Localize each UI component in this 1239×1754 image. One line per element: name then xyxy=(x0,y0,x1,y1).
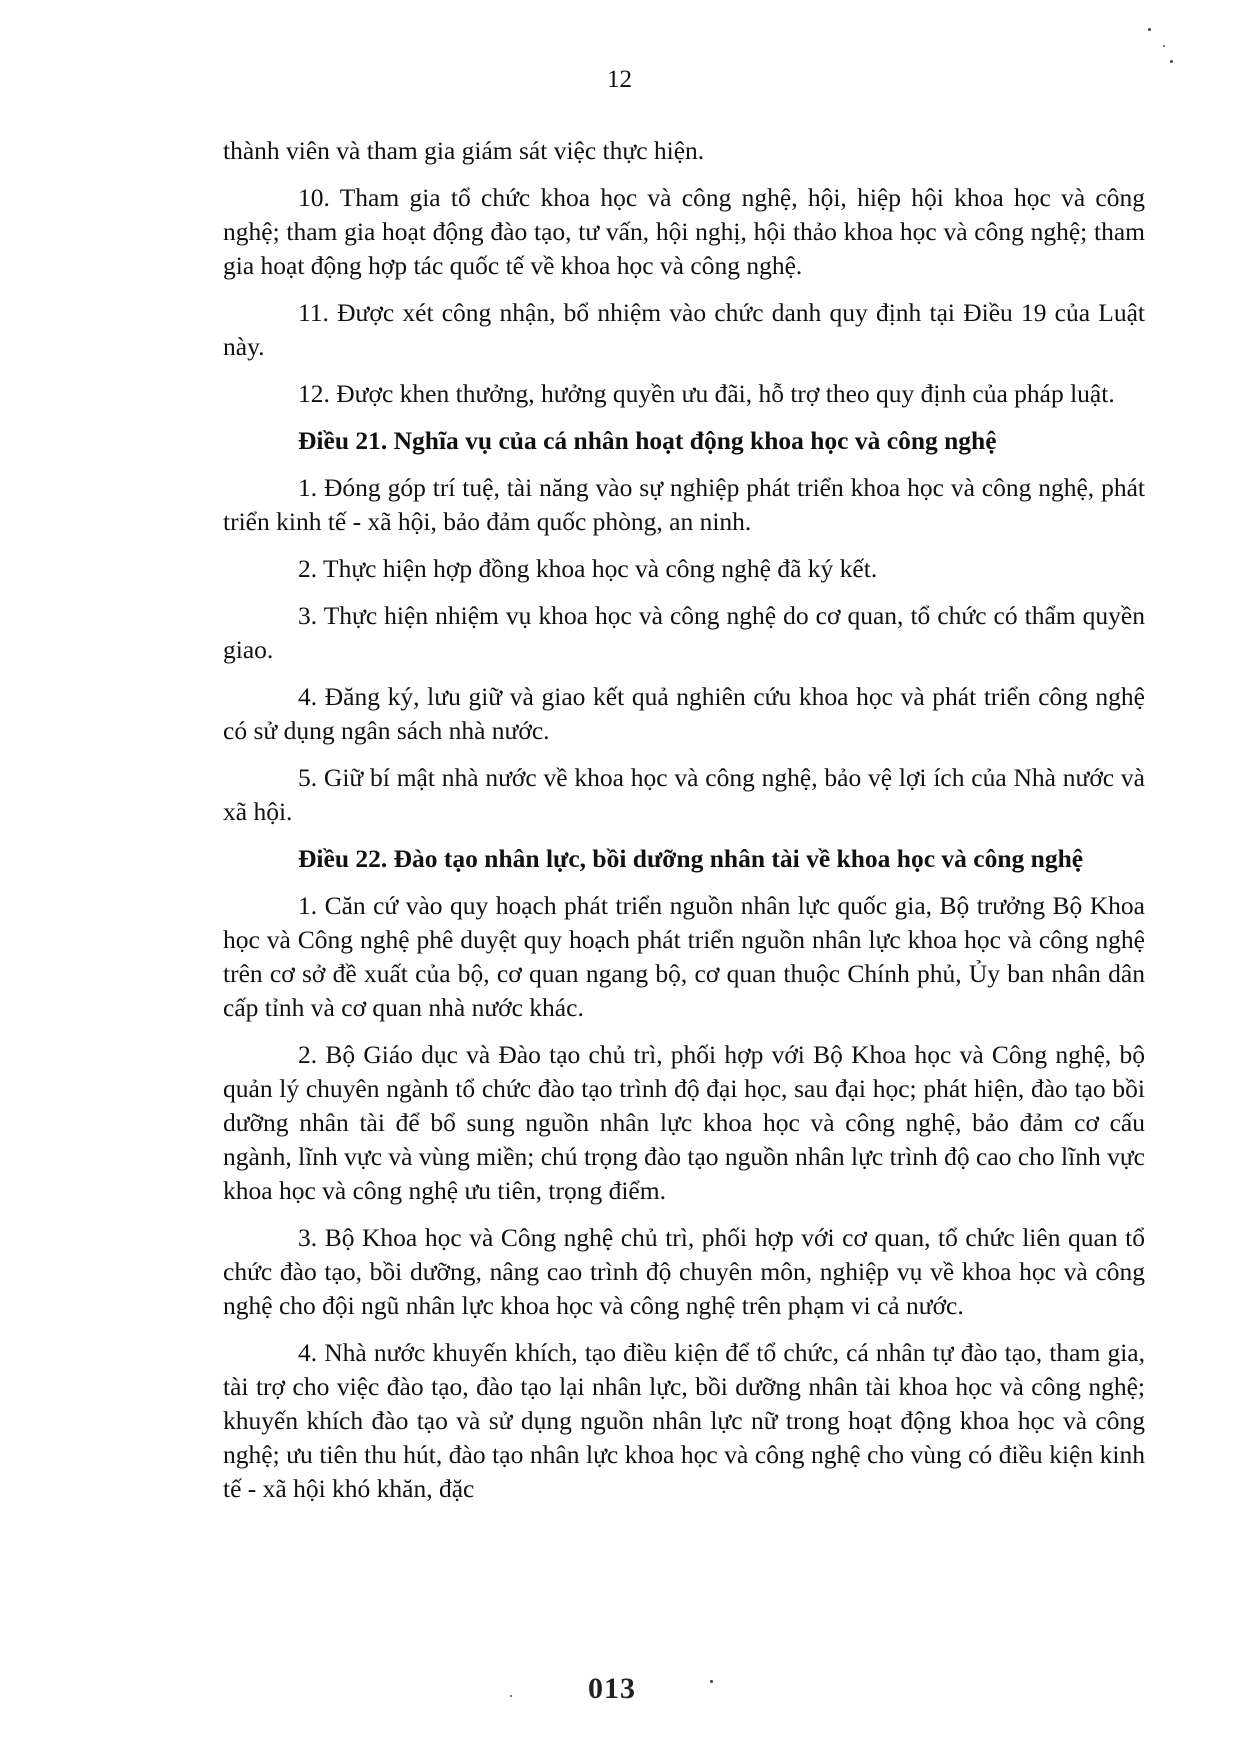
article-21-clause-5: 5. Giữ bí mật nhà nước về khoa học và công nghệ, bảo vệ lợi ích của Nhà nước và xã hội. xyxy=(223,763,1145,826)
article-21-clause-2: 2. Thực hiện hợp đồng khoa học và công nghệ đã ký kết. xyxy=(298,554,878,583)
paragraph-continuation: thành viên và tham gia giám sát việc thực hiện. xyxy=(223,136,705,165)
scan-speck xyxy=(1163,45,1165,47)
scan-speck xyxy=(1148,28,1151,31)
scan-speck xyxy=(1170,60,1173,63)
article-21-clause-4: 4. Đăng ký, lưu giữ và giao kết quả nghiên cứu khoa học và phát triển công nghệ có sử dụng ngân sách nhà nước. xyxy=(223,682,1145,745)
clause-12: 12. Được khen thưởng, hưởng quyền ưu đãi, hỗ trợ theo quy định của pháp luật. xyxy=(298,379,1115,408)
article-22-clause-4: 4. Nhà nước khuyến khích, tạo điều kiện để tổ chức, cá nhân tự đào tạo, tham gia, tài trợ cho việc đào tạo, đào tạo lại nhân lực, bồi dưỡng nhân tài khoa học và công nghệ; khuyến khích đào tạo và sử dụng nguồn nhân lực nữ trong hoạt động khoa học và công nghệ; ưu tiên thu hút, đào tạo nhân lực khoa học và công nghệ cho vùng có điều kiện kinh tế - xã hội khó khăn, đặc xyxy=(223,1338,1145,1503)
article-22-clause-3: 3. Bộ Khoa học và Công nghệ chủ trì, phối hợp với cơ quan, tổ chức liên quan tổ chức đào tạo, bồi dưỡng, nâng cao trình độ chuyên môn, nghiệp vụ về khoa học và công nghệ cho đội ngũ nhân lực khoa học và công nghệ trên phạm vi cả nước. xyxy=(223,1223,1145,1320)
footer-page-stamp: 013 xyxy=(588,1672,636,1705)
scan-speck xyxy=(510,1695,512,1697)
clause-11: 11. Được xét công nhận, bổ nhiệm vào chức danh quy định tại Điều 19 của Luật này. xyxy=(223,298,1145,361)
article-21-clause-3: 3. Thực hiện nhiệm vụ khoa học và công nghệ do cơ quan, tổ chức có thẩm quyền giao. xyxy=(223,601,1145,664)
document-body xyxy=(223,134,1145,1519)
article-22-clause-1: 1. Căn cứ vào quy hoạch phát triển nguồn nhân lực quốc gia, Bộ trưởng Bộ Khoa học và Công nghệ phê duyệt quy hoạch phát triển nguồn nhân lực khoa học và công nghệ trên cơ sở đề xuất của bộ, cơ quan ngang bộ, cơ quan thuộc Chính phủ, Ủy ban nhân dân cấp tỉnh và cơ quan nhà nước khác. xyxy=(223,891,1145,1022)
article-22-heading: Điều 22. Đào tạo nhân lực, bồi dưỡng nhân tài về khoa học và công nghệ xyxy=(298,844,1084,873)
page-number: 12 xyxy=(607,66,632,93)
clause-10: 10. Tham gia tổ chức khoa học và công nghệ, hội, hiệp hội khoa học và công nghệ; tham gia hoạt động đào tạo, tư vấn, hội nghị, hội thảo khoa học và công nghệ; tham gia hoạt động hợp tác quốc tế về khoa học và công nghệ. xyxy=(223,183,1145,280)
article-21-clause-1: 1. Đóng góp trí tuệ, tài năng vào sự nghiệp phát triển khoa học và công nghệ, phát triển kinh tế - xã hội, bảo đảm quốc phòng, an ninh. xyxy=(223,473,1145,536)
article-21-heading: Điều 21. Nghĩa vụ của cá nhân hoạt động khoa học và công nghệ xyxy=(298,426,997,455)
article-22-clause-2: 2. Bộ Giáo dục và Đào tạo chủ trì, phối hợp với Bộ Khoa học và Công nghệ, bộ quản lý chuyên ngành tổ chức đào tạo trình độ đại học, sau đại học; phát hiện, đào tạo bồi dưỡng nhân tài để bổ sung nguồn nhân lực khoa học và công nghệ, bảo đảm cơ cấu ngành, lĩnh vực và vùng miền; chú trọng đào tạo nguồn nhân lực trình độ cao cho lĩnh vực khoa học và công nghệ ưu tiên, trọng điểm. xyxy=(223,1040,1145,1205)
scan-speck xyxy=(710,1680,713,1683)
